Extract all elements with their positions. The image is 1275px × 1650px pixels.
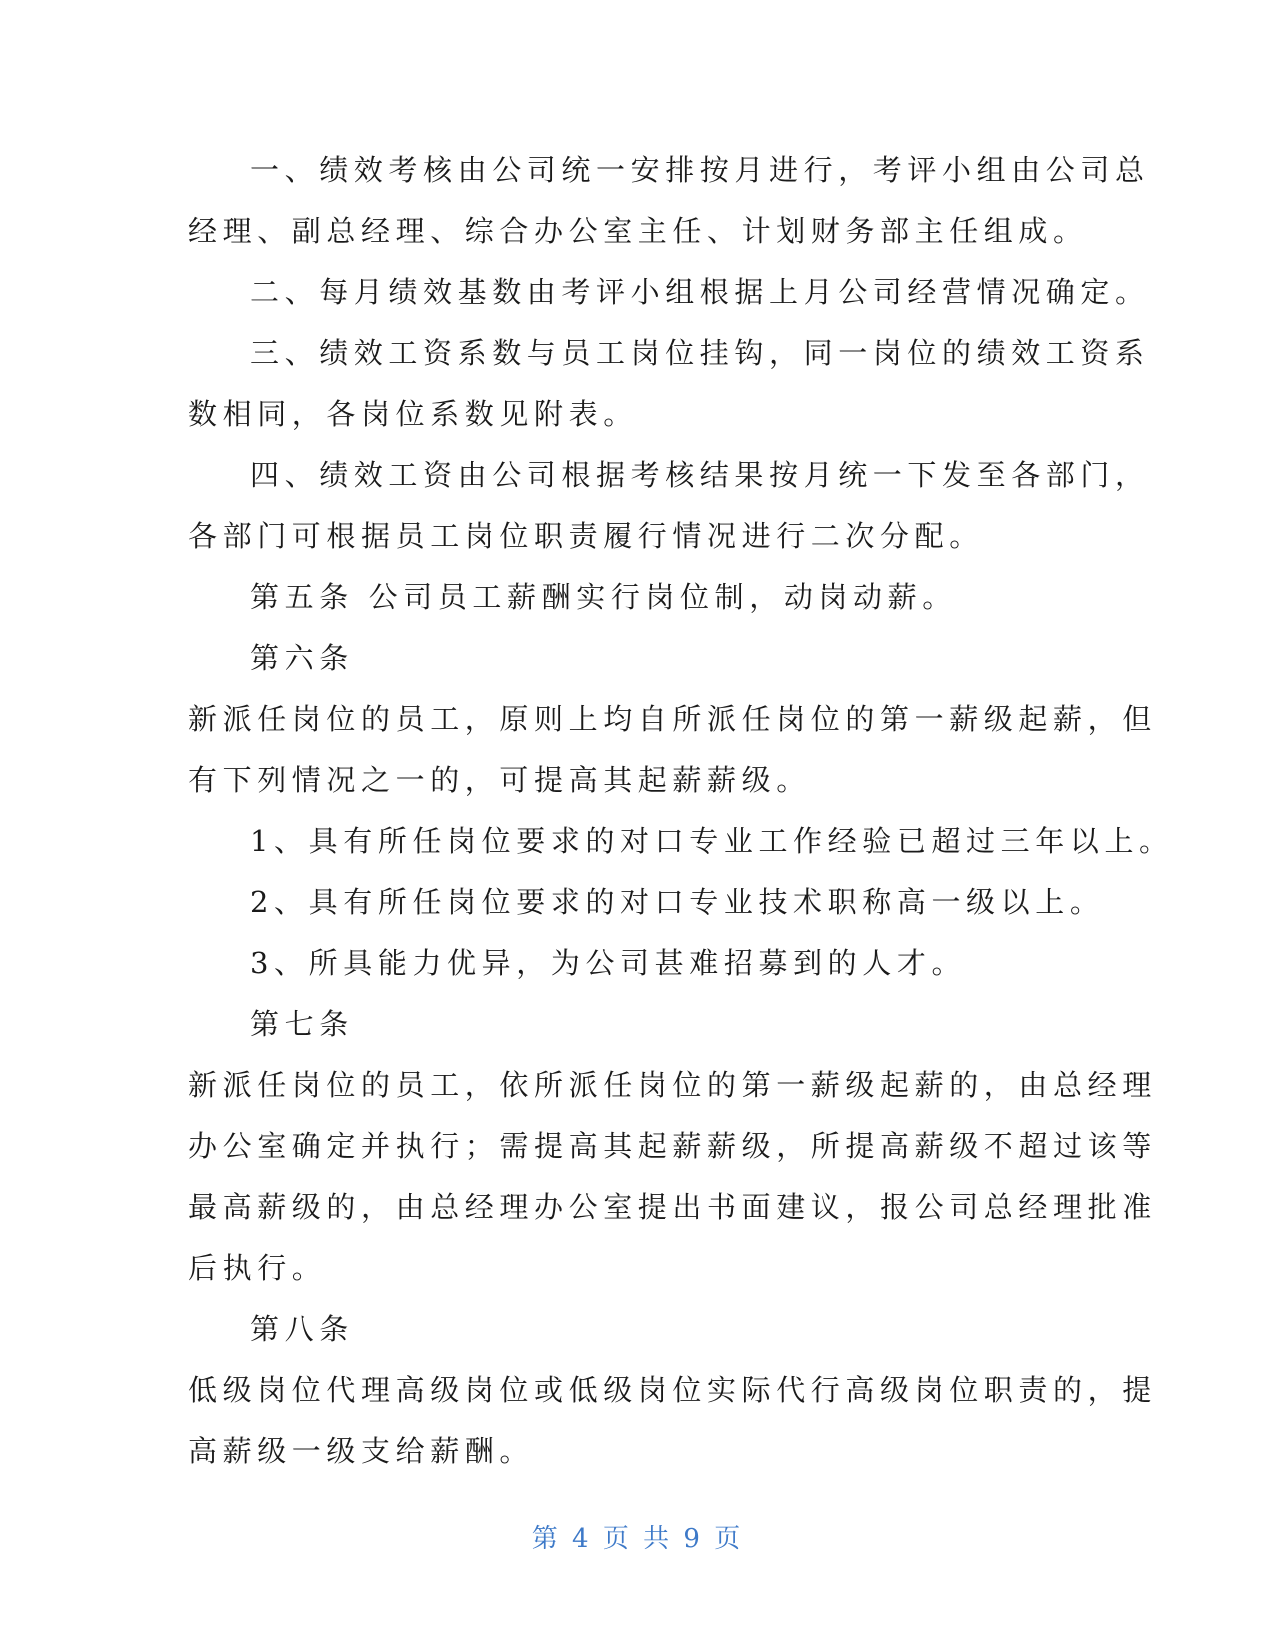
document-body — [188, 140, 1174, 1482]
list-item: 2、具有所任岗位要求的对口专业技术职称高一级以上。 — [250, 885, 1105, 919]
paragraph-line: 一、绩效考核由公司统一安排按月进行，考评小组由公司总 — [250, 153, 1150, 187]
article-heading: 第七条 — [250, 1007, 354, 1041]
paragraph-line: 新派任岗位的员工，原则上均自所派任岗位的第一薪级起薪，但 — [188, 702, 1157, 736]
paragraph-line: 办公室确定并执行；需提高其起薪薪级，所提高薪级不超过该等 — [188, 1129, 1157, 1163]
page-number-footer: 第 4 页 共 9 页 — [531, 1524, 744, 1554]
paragraph-line: 低级岗位代理高级岗位或低级岗位实际代行高级岗位职责的，提 — [188, 1373, 1157, 1407]
paragraph-line: 后执行。 — [188, 1251, 327, 1285]
article-heading: 第八条 — [250, 1312, 354, 1346]
paragraph-line: 各部门可根据员工岗位职责履行情况进行二次分配。 — [188, 519, 984, 553]
paragraph-line: 三、绩效工资系数与员工岗位挂钩，同一岗位的绩效工资系 — [250, 336, 1150, 370]
article-heading: 第六条 — [250, 641, 354, 675]
paragraph-line: 有下列情况之一的，可提高其起薪薪级。 — [188, 763, 811, 797]
paragraph-line: 经理、副总经理、综合办公室主任、计划财务部主任组成。 — [188, 214, 1088, 248]
article-heading: 第五条 公司员工薪酬实行岗位制，动岗动薪。 — [250, 580, 957, 614]
paragraph-line: 数相同，各岗位系数见附表。 — [188, 397, 638, 431]
paragraph-line: 四、绩效工资由公司根据考核结果按月统一下发至各部门， — [250, 458, 1150, 492]
list-item: 1、具有所任岗位要求的对口专业工作经验已超过三年以上。 — [250, 824, 1174, 858]
paragraph-line: 高薪级一级支给薪酬。 — [188, 1434, 535, 1468]
paragraph-line: 二、每月绩效基数由考评小组根据上月公司经营情况确定。 — [250, 275, 1150, 309]
paragraph-line: 最高薪级的，由总经理办公室提出书面建议，报公司总经理批准 — [188, 1190, 1157, 1224]
paragraph-line: 新派任岗位的员工，依所派任岗位的第一薪级起薪的，由总经理 — [188, 1068, 1157, 1102]
list-item: 3、所具能力优异，为公司甚难招募到的人才。 — [250, 946, 967, 980]
